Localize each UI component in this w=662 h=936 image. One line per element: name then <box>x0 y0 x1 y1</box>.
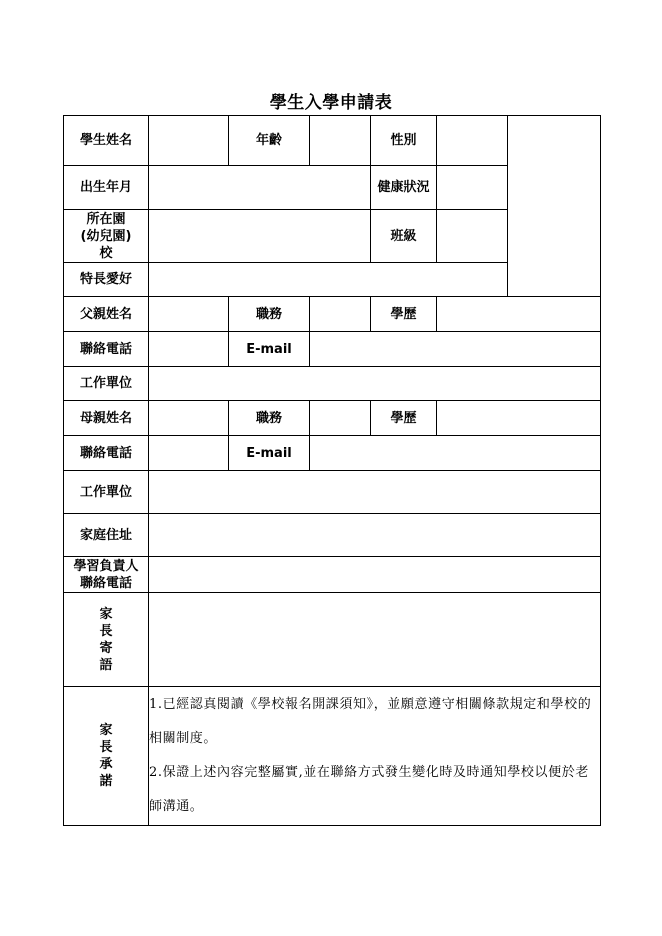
mother-edu-label: 學歷 <box>371 401 437 436</box>
mother-job-field[interactable] <box>310 401 371 436</box>
parent-promise-char: 家 <box>99 723 113 738</box>
parent-promise-label <box>64 687 149 826</box>
student-name-field[interactable] <box>149 116 229 166</box>
father-work-label: 工作單位 <box>64 367 149 401</box>
mother-job-label: 職務 <box>229 401 310 436</box>
father-name-field[interactable] <box>149 297 229 332</box>
father-edu-field[interactable] <box>437 297 601 332</box>
gender-field[interactable] <box>437 116 508 166</box>
mother-work-field[interactable] <box>149 471 601 514</box>
kindergarten-label-line1: 所在園 <box>86 211 126 227</box>
father-job-label: 職務 <box>229 297 310 332</box>
age-label: 年齡 <box>229 116 310 166</box>
father-name-label: 父親姓名 <box>64 297 149 332</box>
parent-promise-char: 諾 <box>99 774 113 789</box>
guardian-label-line2: 聯絡電話 <box>79 575 132 591</box>
parent-message-char: 家 <box>99 606 113 622</box>
kindergarten-field[interactable] <box>149 210 371 263</box>
address-label: 家庭住址 <box>64 514 149 557</box>
father-job-field[interactable] <box>310 297 371 332</box>
mother-phone-field[interactable] <box>149 436 229 471</box>
student-name-label: 學生姓名 <box>64 116 149 166</box>
parent-promise-text <box>149 687 601 826</box>
promise-line-2: 2.保證上述內容完整屬實,並在聯絡方式發生變化時及時通知學校以便於老師溝通。 <box>149 765 589 814</box>
parent-promise-char: 長 <box>99 740 113 755</box>
parent-message-char: 寄 <box>99 640 113 656</box>
gender-label: 性別 <box>371 116 437 166</box>
father-phone-field[interactable] <box>149 332 229 367</box>
mother-name-field[interactable] <box>149 401 229 436</box>
guardian-label-line1: 學習負責人 <box>73 558 139 574</box>
mother-edu-field[interactable] <box>437 401 601 436</box>
birth-field[interactable] <box>149 166 371 210</box>
mother-email-field[interactable] <box>310 436 601 471</box>
health-field[interactable] <box>437 166 508 210</box>
parent-message-label <box>64 593 149 687</box>
kindergarten-label <box>64 210 149 263</box>
father-phone-label: 聯絡電話 <box>64 332 149 367</box>
father-edu-label: 學歷 <box>371 297 437 332</box>
hobby-field[interactable] <box>149 263 508 297</box>
health-label: 健康狀況 <box>371 166 437 210</box>
class-label: 班級 <box>371 210 437 263</box>
hobby-label: 特長愛好 <box>64 263 149 297</box>
class-field[interactable] <box>437 210 508 263</box>
mother-name-label: 母親姓名 <box>64 401 149 436</box>
mother-email-label: E-mail <box>229 436 310 471</box>
parent-message-char: 長 <box>99 623 113 639</box>
guardian-field[interactable] <box>149 557 601 593</box>
guardian-label <box>64 557 149 593</box>
form-title: 學生入學申請表 <box>269 93 393 113</box>
parent-message-char: 語 <box>99 657 113 673</box>
age-field[interactable] <box>310 116 371 166</box>
mother-work-label: 工作單位 <box>64 471 149 514</box>
parent-promise-char: 承 <box>99 757 113 772</box>
kindergarten-label-line3: 校 <box>99 245 113 261</box>
birth-label: 出生年月 <box>64 166 149 210</box>
father-email-label: E-mail <box>229 332 310 367</box>
kindergarten-label-line2: (幼兒園) <box>80 228 132 244</box>
photo-area[interactable] <box>508 116 601 297</box>
address-field[interactable] <box>149 514 601 557</box>
promise-line-1: 1.已經認真閱讀《學校報名開課須知》，並願意遵守相關條款規定和學校的相關制度。 <box>149 697 592 746</box>
mother-phone-label: 聯絡電話 <box>64 436 149 471</box>
father-email-field[interactable] <box>310 332 601 367</box>
father-work-field[interactable] <box>149 367 601 401</box>
parent-message-field[interactable] <box>149 593 601 687</box>
application-form-table <box>63 115 601 826</box>
